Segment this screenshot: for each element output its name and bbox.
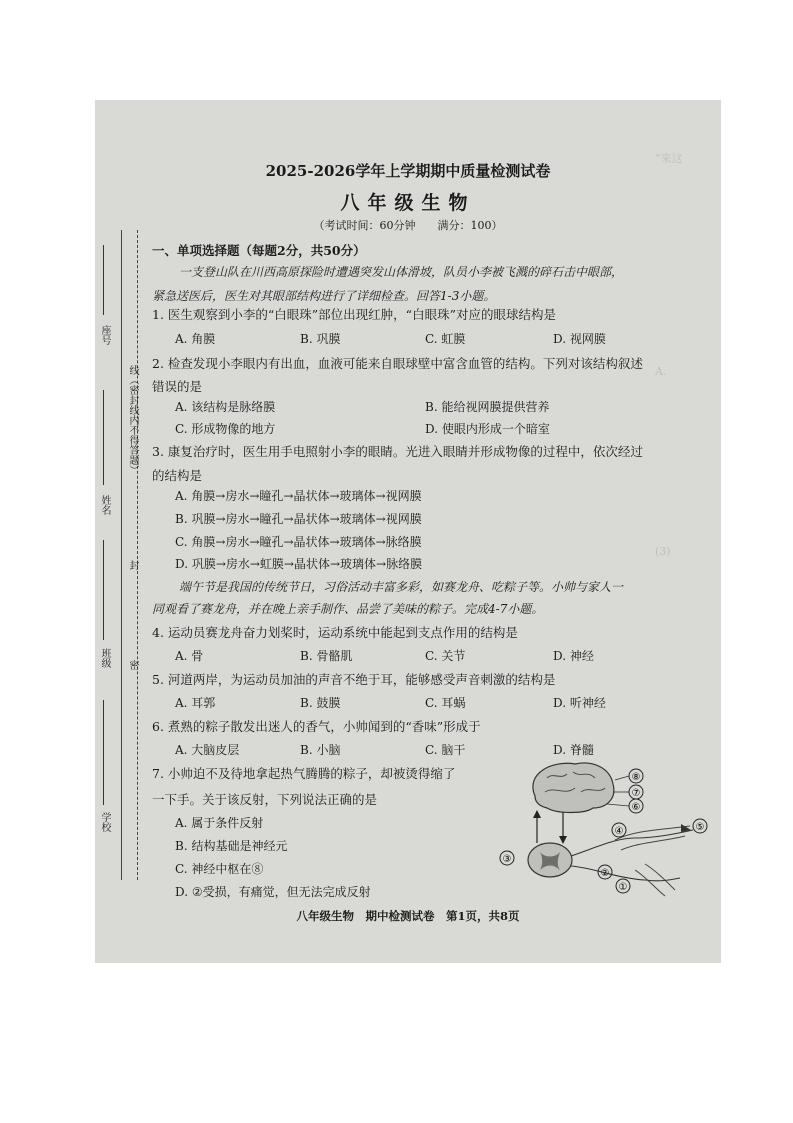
question-1-stem: 1. 医生观察到小李的“白眼珠”部位出现红肿，“白眼珠”对应的眼球结构是 xyxy=(152,307,556,322)
label-1: ① xyxy=(618,882,628,893)
q7-option-a: A. 属于条件反射 xyxy=(175,816,264,830)
binding-line xyxy=(121,230,122,880)
class-blank xyxy=(103,540,104,640)
label-7: ⑦ xyxy=(631,788,641,799)
q3-option-b: B. 巩膜→房水→瞳孔→晶状体→玻璃体→视网膜 xyxy=(175,512,422,526)
brain-shape xyxy=(533,763,614,813)
q7-option-c: C. 神经中枢在⑧ xyxy=(175,862,264,876)
q6-option-d: D. 脊髓 xyxy=(553,743,594,757)
question-7-stem: 7. 小帅迫不及待地拿起热气腾腾的粽子，却被烫得缩了 xyxy=(152,766,456,781)
school-blank xyxy=(103,700,104,805)
question-2-stem: 2. 检查发现小李眼内有出血，血液可能来自眼球壁中富含血管的结构。下列对该结构叙述 xyxy=(152,356,643,371)
q3-option-a: A. 角膜→房水→瞳孔→晶状体→玻璃体→视网膜 xyxy=(175,489,422,503)
q1-option-d: D. 视网膜 xyxy=(553,332,606,346)
q1-option-b: B. 巩膜 xyxy=(300,332,341,346)
q5-option-b: B. 鼓膜 xyxy=(300,696,341,710)
label-3: ③ xyxy=(502,854,512,865)
seal-mi: 密 xyxy=(127,660,138,670)
down-arrow xyxy=(559,836,567,844)
intro-paragraph-line: 紧急送医后，医生对其眼部结构进行了详细检查。回答1-3小题。 xyxy=(152,289,496,303)
school-label: 学校 xyxy=(99,812,110,832)
exam-title: 2025-2026学年上学期期中质量检测试卷 xyxy=(265,162,551,180)
label-5: ⑤ xyxy=(695,822,705,833)
q6-option-a: A. 大脑皮层 xyxy=(175,743,240,757)
question-7-stem: 一下手。关于该反射，下列说法正确的是 xyxy=(152,792,378,807)
up-arrow xyxy=(533,810,541,818)
exam-meta: （考试时间：60分钟 满分：100） xyxy=(313,219,503,232)
reflex-arc-figure xyxy=(495,758,710,903)
name-blank xyxy=(103,390,104,485)
q2-option-d: D. 使眼内形成一个暗室 xyxy=(425,422,550,436)
q1-option-a: A. 角膜 xyxy=(175,332,216,346)
class-label: 班级 xyxy=(99,648,110,668)
exam-paper xyxy=(95,100,721,963)
seal-line-note: 线（密封线内不得答题） xyxy=(127,365,138,475)
q2-option-c: C. 形成物像的地方 xyxy=(175,422,276,436)
q6-option-c: C. 脑干 xyxy=(425,743,466,757)
bleed-through-text: “来这 xyxy=(655,152,683,165)
q2-option-b: B. 能给视网膜提供营养 xyxy=(425,400,550,414)
q2-option-a: A. 该结构是脉络膜 xyxy=(175,400,276,414)
name-label: 姓名 xyxy=(99,495,110,515)
question-3-stem: 的结构是 xyxy=(152,468,203,483)
section-heading: 一、单项选择题（每题2分，共50分） xyxy=(152,243,366,258)
question-6-stem: 6. 煮熟的粽子散发出迷人的香气，小帅闻到的“香味”形成于 xyxy=(152,719,481,734)
q7-option-b: B. 结构基础是神经元 xyxy=(175,839,288,853)
intro-paragraph-line: 同观看了赛龙舟，并在晚上亲手制作、品尝了美味的粽子。完成4-7小题。 xyxy=(152,602,544,616)
q7-option-d: D. ②受损，有痛觉，但无法完成反射 xyxy=(175,885,371,899)
q4-option-c: C. 关节 xyxy=(425,649,466,663)
label-2: ② xyxy=(600,868,610,879)
q5-option-d: D. 听神经 xyxy=(553,696,606,710)
q4-option-b: B. 骨骼肌 xyxy=(300,649,353,663)
intro-paragraph-line: 一支登山队在川西高原探险时遭遇突发山体滑坡，队员小李被飞溅的碎石击中眼部， xyxy=(179,265,624,279)
q5-option-a: A. 耳郭 xyxy=(175,696,216,710)
label-4: ④ xyxy=(614,826,624,837)
exam-subject: 八年级生物 xyxy=(340,192,476,214)
bleed-through-text: A. xyxy=(655,365,667,378)
q3-option-c: C. 角膜→房水→瞳孔→晶状体→玻璃体→脉络膜 xyxy=(175,535,422,549)
q6-option-b: B. 小脑 xyxy=(300,743,341,757)
binding-dashed-line xyxy=(137,230,138,880)
seal-feng: 封 xyxy=(127,560,138,570)
seat-blank xyxy=(103,245,104,315)
q1-option-c: C. 虹膜 xyxy=(425,332,466,346)
q5-option-c: C. 耳蜗 xyxy=(425,696,466,710)
seat-label: 座号 xyxy=(99,325,110,345)
question-2-stem: 错误的是 xyxy=(152,379,203,394)
label-8: ⑧ xyxy=(631,772,641,783)
question-4-stem: 4. 运动员赛龙舟奋力划桨时，运动系统中能起到支点作用的结构是 xyxy=(152,625,518,640)
label-6: ⑥ xyxy=(631,802,641,813)
q3-option-d: D. 巩膜→房水→虹膜→晶状体→玻璃体→脉络膜 xyxy=(175,557,423,571)
page-footer: 八年级生物 期中检测试卷 第1页，共8页 xyxy=(296,909,520,923)
question-5-stem: 5. 河道两岸，为运动员加油的声音不绝于耳，能够感受声音刺激的结构是 xyxy=(152,672,556,687)
q4-option-d: D. 神经 xyxy=(553,649,594,663)
intro-paragraph-line: 端午节是我国的传统节日，习俗活动丰富多彩，如赛龙舟、吃粽子等。小帅与家人一 xyxy=(179,580,624,594)
bleed-through-text: (3) xyxy=(655,545,671,558)
question-3-stem: 3. 康复治疗时，医生用手电照射小李的眼睛。光进入眼睛并形成物像的过程中，依次经过 xyxy=(152,444,643,459)
q4-option-a: A. 骨 xyxy=(175,649,204,663)
